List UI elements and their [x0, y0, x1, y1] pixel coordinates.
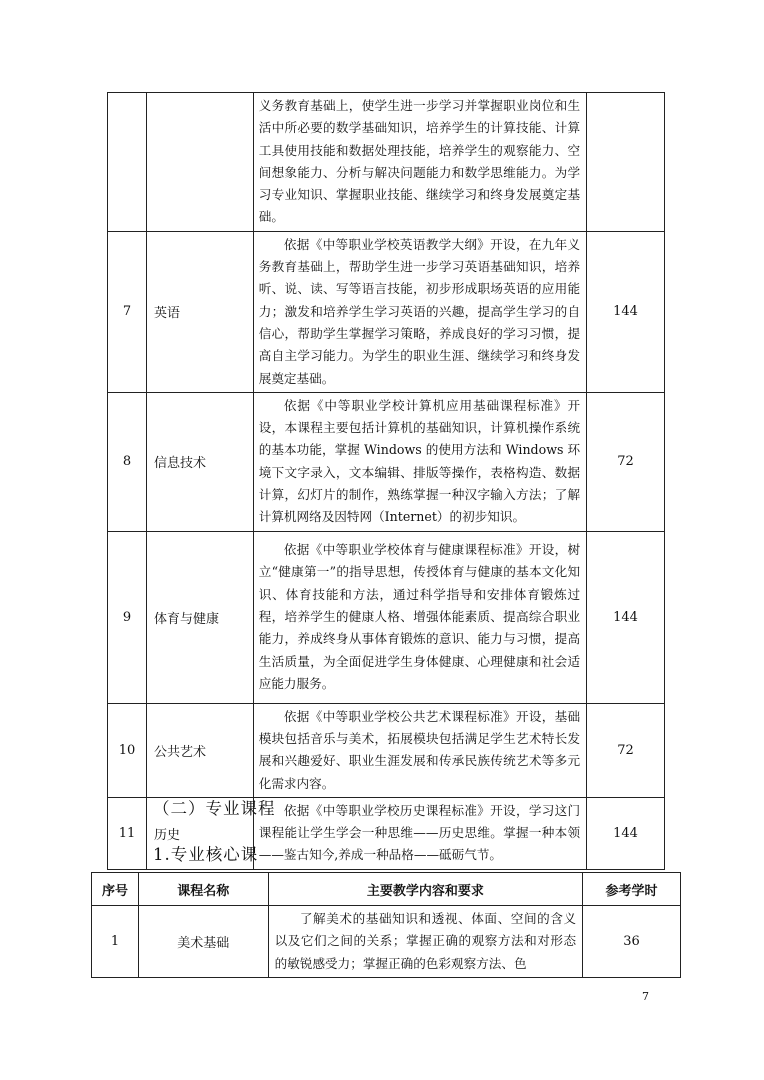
column-header-course-name: 课程名称	[138, 873, 268, 906]
course-content-text: 依据《中等职业学校英语教学大纲》开设，在九年义务教育基础上，帮助学生进一步学习英语基础知识，培养听、说、读、写等语言技能，初步形成职场英语的应用能力；激发和培养学生学习英语的兴趣，提高学生学习的自信心，帮助学生掌握学习策略，养成良好的学习习惯，提高自主学习能力。为学生的职业生涯、继续学习和终身发展奠定基础。	[258, 236, 581, 386]
course-content	[253, 531, 586, 703]
table-row	[108, 703, 665, 797]
section-heading: （二）专业课程	[153, 799, 276, 818]
table-row	[108, 93, 665, 232]
course-name: 历史	[146, 797, 253, 869]
course-content	[253, 231, 586, 392]
subsection-heading: 1.专业核心课	[153, 845, 259, 864]
course-number: 7	[108, 231, 147, 392]
table-row	[92, 906, 681, 978]
course-hours: 72	[587, 392, 665, 531]
course-content	[268, 906, 582, 978]
table-row	[108, 231, 665, 392]
course-name	[146, 93, 253, 232]
course-hours	[587, 93, 665, 232]
course-content	[253, 703, 586, 797]
core-courses-table	[91, 872, 681, 978]
course-hours: 36	[583, 906, 681, 978]
course-number	[108, 93, 147, 232]
page-number: 7	[642, 990, 649, 1003]
course-name: 体育与健康	[146, 531, 253, 703]
general-courses-table	[107, 92, 665, 870]
course-number: 9	[108, 531, 147, 703]
course-content-text: 依据《中等职业学校历史课程标准》开设，学习这门课程能让学生学会一种思维——历史思维。掌握一种本领——鉴古知今,养成一种品格——砥砺气节。	[258, 802, 581, 863]
course-number: 1	[92, 906, 139, 978]
column-header-hours: 参考学时	[583, 873, 681, 906]
course-content-text: 了解美术的基础知识和透视、体面、空间的含义以及它们之间的关系；掌握正确的观察方法和对形态的敏锐感受力；掌握正确的色彩观察方法、色	[274, 911, 577, 971]
course-content-text: 依据《中等职业学校计算机应用基础课程标准》开设，本课程主要包括计算机的基础知识，计算机操作系统的基本功能，掌握 Windows 的使用方法和 Windows 环境下文字录入，文本编辑、排版等操作，表格构造、数据计算，幻灯片的制作，熟练掌握一种汉字输入方法；了解计算机网络及因特网（Internet）的初步知识。	[258, 397, 581, 525]
table-header-row	[92, 873, 681, 906]
column-header-content: 主要教学内容和要求	[268, 873, 582, 906]
table-row	[108, 531, 665, 703]
course-name: 英语	[146, 231, 253, 392]
course-content-text: 依据《中等职业学校体育与健康课程标准》开设，树立“健康第一”的指导思想，传授体育与健康的基本文化知识、体育技能和方法，通过科学指导和安排体育锻炼过程，培养学生的健康人格、增强体能素质、提高综合职业能力，养成终身从事体育锻炼的意识、能力与习惯，提高生活质量，为全面促进学生身体健康、心理健康和社会适应能力服务。	[258, 542, 581, 691]
table-row	[108, 392, 665, 531]
course-hours: 72	[587, 703, 665, 797]
course-name: 美术基础	[138, 906, 268, 978]
course-content-text: 义务教育基础上，使学生进一步学习并掌握职业岗位和生活中所必要的数学基础知识，培养学生的计算技能、计算工具使用技能和数据处理技能，培养学生的观察能力、空间想象能力、分析与解决问题能力和数学思维能力。为学习专业知识、掌握职业技能、继续学习和终身发展奠定基础。	[258, 98, 581, 225]
course-hours: 144	[587, 231, 665, 392]
course-content	[253, 797, 586, 869]
course-name: 信息技术	[146, 392, 253, 531]
course-content-text: 依据《中等职业学校公共艺术课程标准》开设，基础模块包括音乐与美术，拓展模块包括满足学生艺术特长发展和兴趣爱好、职业生涯发展和传承民族传统艺术等多元化需求内容。	[258, 708, 581, 791]
course-hours: 144	[587, 531, 665, 703]
course-content	[253, 392, 586, 531]
course-content	[253, 93, 586, 232]
course-name: 公共艺术	[146, 703, 253, 797]
course-number: 11	[108, 797, 147, 869]
column-header-number: 序号	[92, 873, 139, 906]
course-number: 8	[108, 392, 147, 531]
course-hours: 144	[587, 797, 665, 869]
course-number: 10	[108, 703, 147, 797]
